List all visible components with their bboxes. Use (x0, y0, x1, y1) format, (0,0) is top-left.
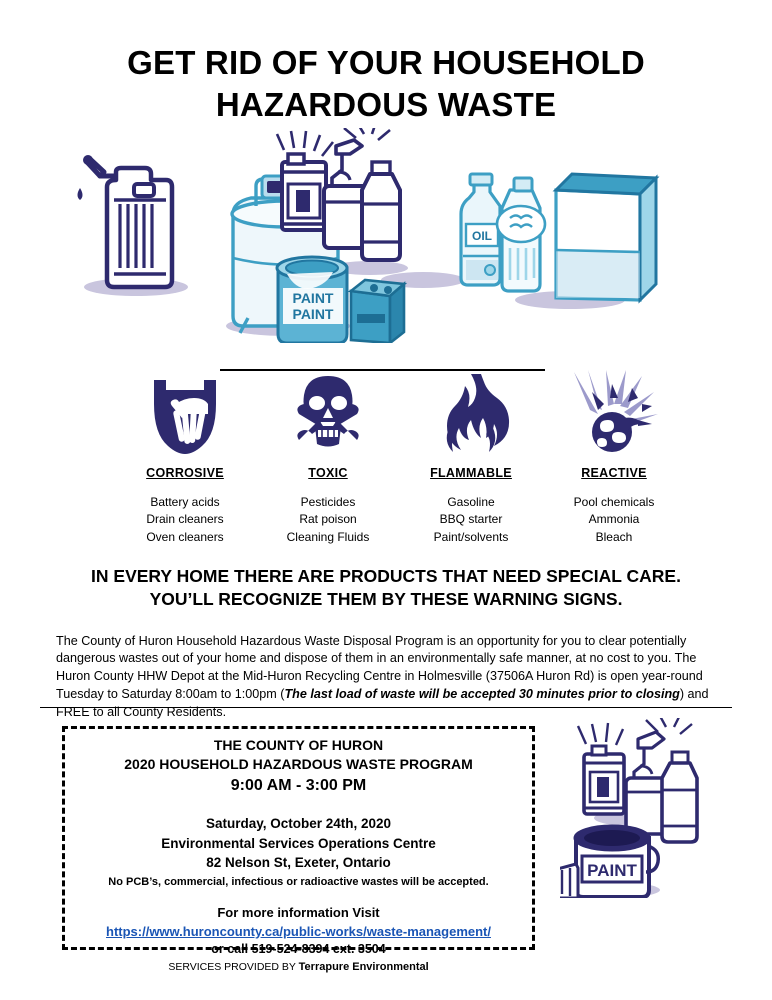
services-provided-line (65, 959, 532, 976)
hazard-items-toxic (258, 494, 398, 546)
event-program-name: 2020 HOUSEHOLD HAZARDOUS WASTE PROGRAM (124, 755, 473, 772)
hazard-item: Paint/solvents (433, 529, 509, 544)
hazard-items-corrosive (115, 494, 255, 546)
hazard-item: Cleaning Fluids (286, 529, 370, 544)
toxic-skull-icon (258, 360, 398, 456)
hazard-item: Gasoline (447, 495, 495, 509)
hazard-column-toxic (258, 360, 398, 546)
svg-text:PAINT: PAINT (292, 306, 334, 322)
event-details-box (62, 726, 535, 974)
more-info-label: For more information Visit (217, 905, 380, 921)
bleach-bottle-icon (497, 178, 545, 291)
oil-bottle-icon (461, 174, 500, 285)
hazard-item: Drain cleaners (146, 512, 224, 527)
event-phone: or call 519-524-8394 ext. 3504 (211, 942, 386, 957)
hazard-symbols-row (110, 360, 670, 550)
hazard-heading-corrosive: CORROSIVE (146, 466, 224, 480)
program-description (56, 633, 716, 722)
callout-line-1: IN EVERY HOME THERE ARE PRODUCTS THAT NEED SPECIAL CARE. (91, 566, 681, 586)
flammable-flame-icon (401, 360, 541, 456)
detergent-box-icon (556, 174, 656, 300)
reactive-explosion-icon (544, 360, 684, 456)
description-emphasis: The last load of waste will be accepted 30 minutes prior to closing (284, 687, 680, 702)
hazard-items-reactive (544, 494, 684, 546)
hazard-items-flammable (401, 494, 541, 546)
hazard-item: Pool chemicals (573, 495, 655, 509)
event-organization: THE COUNTY OF HURON (213, 737, 384, 753)
hazard-item: Battery acids (150, 495, 220, 509)
corrosive-icon (115, 360, 255, 456)
paint-label: PAINT (587, 861, 637, 880)
hazard-column-reactive (544, 360, 684, 546)
waste-management-link[interactable]: https://www.huroncounty.ca/public-works/waste-management/ (106, 923, 491, 939)
aerosol-can-icon (578, 723, 624, 814)
hazardous-containers-illustration (70, 128, 710, 343)
hazard-column-corrosive (115, 360, 255, 546)
paint-can-icon (277, 257, 347, 343)
cleaner-bottle-icon (662, 752, 697, 842)
event-venue: Environmental Services Operations Centre (161, 835, 436, 851)
oil-label: OIL (472, 229, 492, 243)
hazard-item: Pesticides (300, 495, 356, 509)
hazard-item: Bleach (595, 529, 633, 544)
hazard-column-flammable (401, 360, 541, 546)
event-date: Saturday, October 24th, 2020 (205, 816, 392, 832)
hazard-heading-reactive: REACTIVE (581, 466, 647, 480)
battery-icon (351, 280, 404, 343)
hand-icon (560, 864, 578, 898)
title-line-1: GET RID OF YOUR HOUSEHOLD (127, 44, 645, 81)
event-address: 82 Nelson St, Exeter, Ontario (206, 855, 391, 871)
description-part-1: The County of Huron Household Hazardous Waste Disposal Program is an opportunity for you to clear potentially dangerous wastes out of your home and dispose of them in an environmentally safe manner, at no cost to you. The Huron County HHW Depot at the Mid-Huron Recycling Centre in Holmesville (37506A Huron Rd) is open year-round Tuesday to Saturday 8:00am to 1:00pm ( (56, 633, 703, 702)
event-hours: 9:00 AM - 3:00 PM (230, 776, 367, 794)
services-provider: Terrapure Environmental (298, 961, 429, 974)
cleaner-bottle-icon (362, 162, 400, 260)
title-line-2: HAZARDOUS WASTE (215, 86, 557, 124)
services-prefix: SERVICES PROVIDED BY (168, 961, 299, 974)
paint-can-with-hand-icon (560, 826, 658, 898)
hazard-item: Rat poison (299, 512, 357, 527)
gas-can-icon (78, 155, 173, 287)
callout-text (0, 565, 772, 612)
hazard-heading-toxic: TOXIC (308, 466, 348, 480)
event-restriction-note: No PCB’s, commercial, infectious or radioactive wastes will be accepted. (108, 875, 489, 888)
page-title (0, 42, 772, 126)
hazard-heading-flammable: FLAMMABLE (430, 466, 512, 480)
hazard-item: BBQ starter (439, 512, 503, 527)
paint-label: PAINT (292, 290, 334, 306)
spray-paint-illustration (560, 718, 765, 898)
hazard-item: Ammonia (588, 512, 640, 527)
callout-line-2: YOU’LL RECOGNIZE THEM BY THESE WARNING SIGNS. (149, 589, 623, 610)
description-part-2: ) and FREE to all County Residents. (56, 687, 709, 720)
hazard-item: Oven cleaners (146, 529, 224, 544)
section-divider-rule (40, 707, 732, 708)
